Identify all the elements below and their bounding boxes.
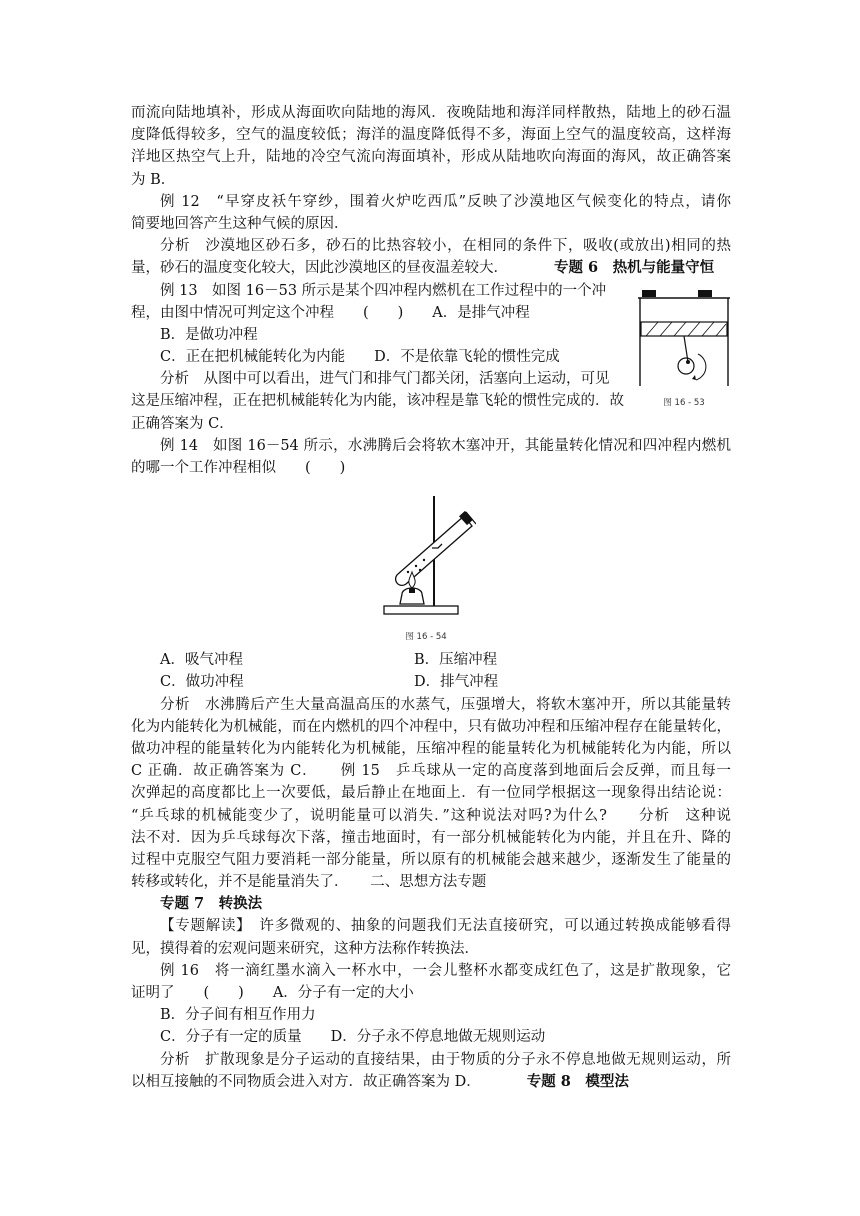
option-d: D．排气冲程 — [414, 674, 499, 691]
figure-16-54-caption: 图 16 - 54 — [405, 632, 447, 642]
test-tube-apparatus-diagram — [376, 492, 476, 618]
analysis-16-line — [131, 1071, 731, 1093]
stand-base-icon — [384, 606, 458, 614]
topic-6-heading: 专题 6 热机与能量守恒 — [554, 259, 715, 277]
figure-16-54 — [376, 492, 476, 644]
piston-icon — [641, 322, 727, 336]
option-a: A．吸气冲程 — [160, 652, 243, 669]
example-16-line: 例 16 将一滴红墨水滴入一杯水中，一会儿整杯水都变成红色了，这是扩散现象，它 — [160, 962, 731, 979]
intake-valve-icon — [642, 290, 656, 297]
analysis-12-line — [131, 257, 731, 279]
options-row — [131, 671, 731, 693]
exhaust-valve-icon — [698, 290, 712, 297]
example-14-line: 的哪一个工作冲程相似 ( ) — [131, 460, 346, 476]
analysis-14-line: 次弹起的高度都比上一次要低，最后静止在地面上．有一位同学根据这一现象得出结论说： — [131, 785, 731, 802]
analysis-16-line: 分析 扩散现象是分子运动的直接结果，由于物质的分子永不停息地做无规则运动，所 — [160, 1051, 731, 1068]
option-line: B．分子间有相互作用力 — [160, 1007, 316, 1024]
crank-flywheel-icon — [678, 354, 706, 380]
text-line: 而流向陆地填补，形成从海面吹向陆地的海风．夜晚陆地和海洋同样散热，陆地上的砂石温 — [131, 105, 731, 121]
topic-7-line: 【专题解读】 许多微观的、抽象的问题我们无法直接研究，可以通过转换成能够看得 — [160, 918, 731, 935]
topic-7-heading: 专题 7 转换法 — [160, 895, 263, 913]
analysis-14-line: 分析 水沸腾后产生大量高温高压的水蒸气，压强增大，将软木塞冲开，所以其能量转 — [160, 696, 731, 713]
analysis-12-line: 分析 沙漠地区砂石多，砂石的比热容较小，在相同的条件下，吸收(或放出)相同的热 — [160, 238, 731, 255]
text-line: 洋地区热空气上升，陆地的冷空气流向海面填补，形成从陆地吹向海面的海风，故正确答案 — [131, 149, 731, 166]
example-12-line: 简要地回答产生这种气候的原因． — [131, 215, 349, 232]
analysis-16-text: 以相互接触的不同物质会进入对方．故正确答案为 D． — [131, 1073, 481, 1090]
analysis-14-line: 过程中克服空气阻力要消耗一部分能量，所以原有的机械能会越来越少，逐渐发生了能量的 — [131, 851, 731, 868]
figure-16-53 — [636, 286, 732, 416]
text-line: 度降低得较多，空气的温度较低；海洋的温度降低得不多，海面上空气的温度较高，这样海 — [131, 127, 731, 144]
analysis-14-line: 做功冲程的能量转化为内能转化为机械能，压缩冲程的能量转化为机械能转化为内能，所以 — [131, 740, 731, 757]
analysis-14-line: 法不对．因为乒乓球每次下落，撞击地面时，有一部分机械能转化为内能，并且在升、降的 — [131, 829, 731, 846]
topic-7-line: 见，摸得着的宏观问题来研究，这种方法称作转换法． — [131, 940, 479, 957]
analysis-14-line: 化为内能转化为机械能，而在内燃机的四个冲程中，只有做功冲程和压缩冲程存在能量转化， — [131, 718, 731, 735]
example-13-line: 程，由图中情况可判定这个冲程 ( ) A．是排气冲程 — [131, 304, 530, 321]
analysis-13-line: 分析 从图中可以看出，进气门和排气门都关闭，活塞向上运动，可见 — [160, 371, 610, 388]
option-c: C．做功冲程 — [160, 674, 244, 691]
analysis-14-line: 转移或转化，并不是能量消失了． 二、思想方法专题 — [131, 874, 487, 891]
example-16-line: 证明了 ( ) A．分子有一定的大小 — [131, 985, 414, 1001]
analysis-13-line: 这是压缩冲程，正在把机械能转化为内能，该冲程是靠飞轮的惯性完成的．故 — [131, 393, 624, 410]
example-14-line: 例 14 如图 16－54 所示，水沸腾后会将软木塞冲开，其能量转化情况和四冲程内燃机 — [160, 437, 731, 454]
option-b: B．压缩冲程 — [414, 652, 498, 669]
text-line: 为 B． — [131, 171, 176, 188]
analysis-14-line: “乒乓球的机械能变少了，说明能量可以消失．”这种说法对吗?为什么? 分析 这种说 — [131, 807, 731, 824]
example-12-line: 例 12 “早穿皮袄午穿纱，围着火炉吃西瓜”反映了沙漠地区气候变化的特点，请你 — [160, 193, 731, 210]
figure-16-53-caption: 图 16 - 53 — [663, 398, 705, 408]
option-line: C．分子有一定的质量 D．分子永不停息地做无规则运动 — [160, 1029, 546, 1046]
analysis-14-line: C 正确．故正确答案为 C． 例 15 乒乓球从一定的高度落到地面后会反弹，而且每一 — [131, 763, 731, 780]
analysis-12-text: 量，砂石的温度变化较大，因此沙漠地区的昼夜温差较大． — [131, 260, 508, 277]
option-line: B．是做功冲程 — [160, 326, 258, 343]
options-row — [131, 649, 731, 671]
example-13-line: 例 13 如图 16－53 所示是某个四冲程内燃机在工作过程中的一个冲 — [160, 282, 607, 299]
option-line: C．正在把机械能转化为内能 D．不是依靠飞轮的惯性完成 — [160, 349, 560, 366]
topic-8-heading: 专题 8 模型法 — [526, 1072, 629, 1090]
analysis-13-line: 正确答案为 C． — [131, 415, 234, 432]
engine-cylinder-diagram — [636, 286, 732, 392]
